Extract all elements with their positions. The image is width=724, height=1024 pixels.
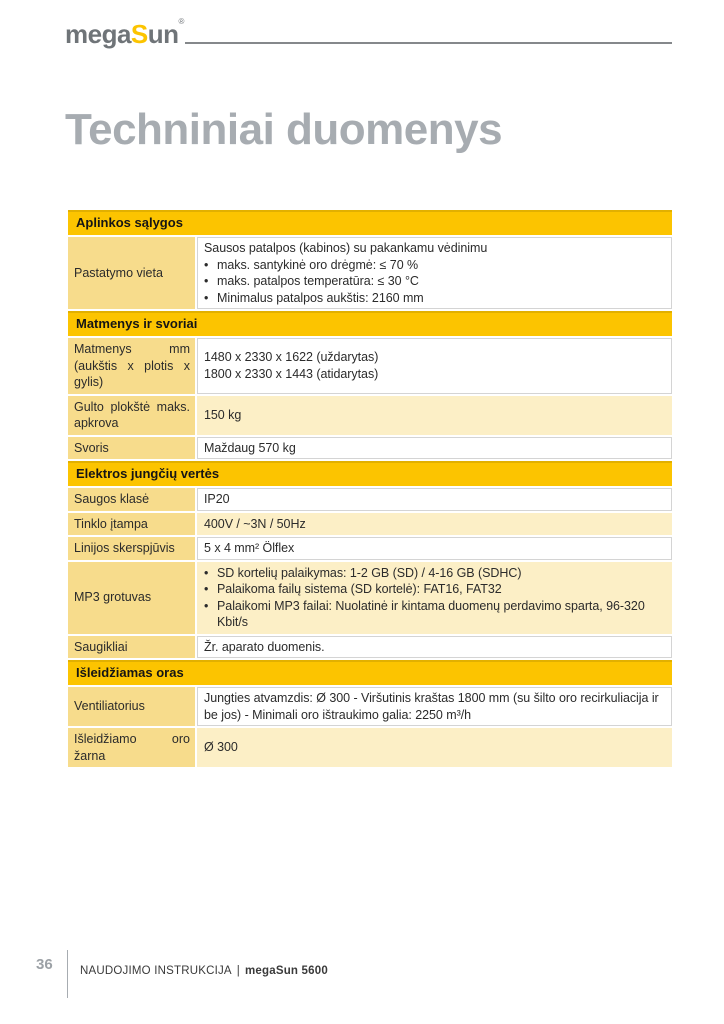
value-bullet-line <box>204 598 668 631</box>
row-label-text: Gulto plokštė maks. apkrova <box>74 399 190 430</box>
bullet-icon: • <box>204 274 209 288</box>
value-line <box>204 407 668 424</box>
row-value <box>197 437 672 460</box>
table-section-header: Aplinkos sąlygos <box>68 210 672 235</box>
table-row <box>68 513 672 536</box>
value-line <box>204 690 668 723</box>
row-value <box>197 537 672 560</box>
table-section-header: Išleidžiamas oras <box>68 660 672 685</box>
bullet-icon: • <box>204 582 209 596</box>
logo-text-s: S <box>130 19 148 49</box>
row-value <box>197 562 672 634</box>
table-row <box>68 687 672 726</box>
row-label <box>68 562 195 634</box>
footer-separator: | <box>236 965 240 977</box>
row-label <box>68 687 195 726</box>
value-text: 150 kg <box>204 407 242 422</box>
page-title: Techniniai duomenys <box>65 105 503 154</box>
row-label-text: Matmenys mm (aukštis x plotis x gylis) <box>74 342 190 389</box>
brand-header <box>65 17 672 49</box>
header-rule <box>185 42 672 44</box>
row-label <box>68 513 195 536</box>
row-label <box>68 728 195 767</box>
bullet-icon: • <box>204 565 209 580</box>
row-label <box>68 437 195 460</box>
value-line <box>204 491 668 508</box>
value-text: Jungties atvamzdis: Ø 300 - Viršutinis kraštas 1800 mm (su šilto oro recirkuliacija ir be jos) - Minimali oro ištraukimo galia: 2250 m³/h <box>204 691 659 722</box>
value-line <box>204 516 668 533</box>
row-label-text: Išleidžiamo oro žarna <box>74 732 190 763</box>
value-text: Maždaug 570 kg <box>204 440 296 455</box>
value-line <box>204 639 668 656</box>
page-number: 36 <box>36 956 53 973</box>
row-label <box>68 537 195 560</box>
bullet-icon: • <box>204 290 209 305</box>
megasun-logo <box>65 17 184 49</box>
table-row <box>68 728 672 767</box>
value-text: 1800 x 2330 x 1443 (atidarytas) <box>204 366 379 381</box>
value-text: SD kortelių palaikymas: 1-2 GB (SD) / 4-16 GB (SDHC) <box>217 565 522 580</box>
table-row <box>68 537 672 560</box>
row-value <box>197 728 672 767</box>
value-text: 400V / ~3N / 50Hz <box>204 516 306 531</box>
row-label <box>68 488 195 511</box>
value-text: Palaikomi MP3 failai: Nuolatinė ir kintama duomenų perdavimo sparta, 96-320 Kbit/s <box>217 598 645 629</box>
value-text: Žr. aparato duomenis. <box>204 639 325 654</box>
value-text: IP20 <box>204 492 230 506</box>
bullet-icon: • <box>204 598 209 613</box>
technical-data-table <box>68 210 672 769</box>
value-text: Minimalus patalpos aukštis: 2160 mm <box>217 290 424 305</box>
footer-text <box>80 965 328 977</box>
row-label-text: Saugos klasė <box>74 492 150 506</box>
table-row <box>68 488 672 511</box>
value-text: Ø 300 <box>204 740 238 755</box>
value-line <box>204 739 668 756</box>
value-text: 1480 x 2330 x 1622 (uždarytas) <box>204 350 379 365</box>
row-label <box>68 338 195 394</box>
row-value <box>197 513 672 536</box>
row-value <box>197 636 672 659</box>
footer-product-name: megaSun 5600 <box>244 965 328 977</box>
value-text: Sausos patalpos (kabinos) su pakankamu vėdinimu <box>204 241 488 255</box>
value-bullet-line <box>204 273 668 290</box>
table-row <box>68 338 672 394</box>
value-text: 5 x 4 mm² Ölflex <box>204 541 295 555</box>
table-row <box>68 562 672 634</box>
row-label-text: Ventiliatorius <box>74 699 145 714</box>
row-label <box>68 636 195 659</box>
value-line <box>204 440 668 457</box>
row-label-text: MP3 grotuvas <box>74 590 152 605</box>
bullet-icon: • <box>204 257 209 272</box>
table-row <box>68 437 672 460</box>
row-label-text: Pastatymo vieta <box>74 265 163 280</box>
footer-manual-label: NAUDOJIMO INSTRUKCIJA <box>80 965 232 977</box>
row-label <box>68 237 195 309</box>
value-text: Palaikoma failų sistema (SD kortelė): FAT16, FAT32 <box>217 582 502 596</box>
value-bullet-line <box>204 290 668 307</box>
row-value <box>197 338 672 394</box>
value-line <box>204 366 668 383</box>
value-bullet-line <box>204 565 668 582</box>
value-line <box>204 240 668 257</box>
row-label-text: Svoris <box>74 440 109 455</box>
row-value <box>197 687 672 726</box>
value-text: maks. santykinė oro drėgmė: ≤ 70 % <box>217 257 419 272</box>
row-value <box>197 237 672 309</box>
logo-text-un: un <box>147 19 179 49</box>
table-section-header: Matmenys ir svoriai <box>68 311 672 336</box>
row-label-text: Saugikliai <box>74 639 128 654</box>
value-bullet-line <box>204 581 668 598</box>
footer-divider <box>67 950 68 998</box>
registered-mark-icon: ® <box>178 17 184 26</box>
row-label-text: Linijos skerspjūvis <box>74 541 175 555</box>
table-section-header: Elektros jungčių vertės <box>68 461 672 486</box>
value-bullet-line <box>204 257 668 274</box>
table-row <box>68 396 672 435</box>
page-footer <box>0 948 724 1004</box>
value-line <box>204 349 668 366</box>
row-label-text: Tinklo įtampa <box>74 516 148 531</box>
row-value <box>197 488 672 511</box>
row-value <box>197 396 672 435</box>
row-label <box>68 396 195 435</box>
value-text: maks. patalpos temperatūra: ≤ 30 °C <box>217 274 419 288</box>
table-row <box>68 636 672 659</box>
table-row <box>68 237 672 309</box>
value-line <box>204 540 668 557</box>
logo-text-mega: mega <box>65 19 131 49</box>
